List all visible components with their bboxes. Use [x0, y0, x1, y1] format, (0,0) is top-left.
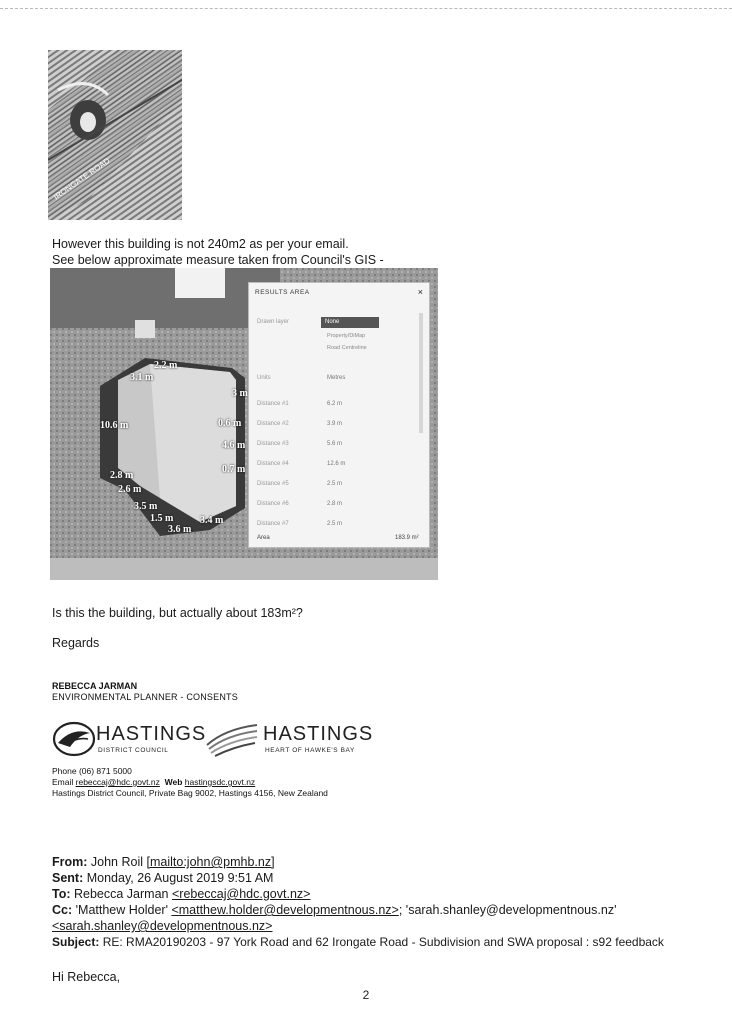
web-label: Web [164, 777, 183, 787]
page-number: 2 [362, 988, 370, 1002]
gis-row-label: Distance #6 [257, 501, 289, 507]
aerial-road-label: IRONGATE ROAD [51, 156, 112, 202]
measure-label: 3.5 m [134, 501, 158, 512]
web-link[interactable]: hastingsdc.govt.nz [184, 777, 256, 787]
sent-line [52, 871, 273, 885]
hdc-logo [52, 717, 207, 763]
hdc-logo-subtitle: DISTRICT COUNCIL [98, 747, 169, 754]
close-icon[interactable]: × [417, 287, 423, 297]
gis-row-value: 12.6 m [327, 461, 346, 467]
to-label: To: [52, 887, 71, 901]
cc-second-recipient: ; 'sarah.shanley@developmentnous.nz' [398, 903, 617, 917]
measure-label: 1.5 m [150, 513, 174, 524]
measure-label: 10.6 m [100, 420, 129, 431]
cc-name: 'Matthew Holder' [75, 903, 168, 917]
measure-label: 0.7 m [222, 464, 246, 475]
sent-label: Sent: [52, 871, 84, 885]
cc-line-continued [52, 919, 272, 933]
contact-address: Hastings District Council, Private Bag 9002, Hastings 4156, New Zealand [52, 788, 328, 798]
hawkes-bay-logo-subtitle: HEART OF HAWKE'S BAY [265, 747, 355, 754]
gis-row-value: 2.5 m [327, 521, 343, 527]
gis-row-label: Distance #1 [257, 401, 289, 407]
gis-row-label: Distance #3 [257, 441, 289, 447]
cc-line [52, 903, 616, 917]
to-email-link[interactable]: <rebeccaj@hdc.govt.nz> [171, 887, 311, 901]
gis-field-label: Drawn layer [257, 319, 290, 325]
gis-row-label: Distance #5 [257, 481, 289, 487]
signature-title: ENVIRONMENTAL PLANNER - CONSENTS [52, 692, 238, 702]
from-label: From: [52, 855, 88, 869]
subject-value: RE: RMA20190203 - 97 York Road and 62 Irongate Road - Subdivision and SWA proposal : s92 feedback [102, 935, 664, 949]
gis-row-label: Distance #4 [257, 461, 289, 467]
to-name: Rebecca Jarman [74, 887, 169, 901]
gis-row-value: 5.6 m [327, 441, 343, 447]
gis-scrollbar[interactable] [419, 313, 423, 433]
gis-panel-title: RESULTS AREA [255, 289, 310, 296]
contact-email-web [52, 777, 255, 787]
gis-results-panel [248, 282, 430, 548]
from-name: John Roil [90, 855, 144, 869]
gis-row-value: 3.9 m [327, 421, 343, 427]
page-top-rule [0, 8, 732, 9]
measure-label: 3.6 m [168, 524, 192, 535]
intro-line-1: However this building is not 240m2 as per your email. [52, 237, 349, 251]
to-line [52, 887, 310, 901]
hdc-logo-wordmark: HASTINGS [96, 723, 207, 745]
from-line [52, 855, 275, 869]
intro-line-2: See below approximate measure taken from Council's GIS - [52, 253, 384, 267]
measure-label: 2.2 m [154, 360, 178, 371]
measure-label: 3.4 m [200, 515, 224, 526]
gis-row-value: 2.8 m [327, 501, 343, 507]
subject-label: Subject: [52, 935, 100, 949]
gis-row-label: Distance #2 [257, 421, 289, 427]
gis-area-value: 183.9 m² [395, 535, 419, 541]
measure-label: 2.6 m [118, 484, 142, 495]
gis-measure-screenshot [50, 268, 438, 580]
gis-layer-option[interactable]: Road Centreline [327, 345, 367, 351]
from-mailto-link[interactable]: [mailto:john@pmhb.nz] [146, 855, 275, 869]
gis-layer-select[interactable]: None [321, 317, 379, 328]
email-label: Email [52, 777, 74, 787]
hawkes-bay-logo-wordmark: HASTINGS [263, 723, 374, 745]
gis-units-select[interactable]: Metres [327, 375, 346, 381]
measure-label: 3.1 m [130, 372, 154, 383]
hawkes-bay-logo [205, 717, 375, 763]
question-line: Is this the building, but actually about 183m²? [52, 606, 303, 620]
measure-label: 0.6 m [218, 418, 242, 429]
greeting-line: Hi Rebecca, [52, 970, 121, 984]
signature-name: REBECCA JARMAN [52, 681, 138, 691]
hdc-emblem-icon [52, 719, 98, 759]
gis-units-label: Units [257, 375, 271, 381]
subject-line [52, 935, 664, 949]
email-link[interactable]: rebeccaj@hdc.govt.nz [75, 777, 160, 787]
cc-label: Cc: [52, 903, 73, 917]
gis-row-label: Distance #7 [257, 521, 289, 527]
gis-row-value: 2.5 m [327, 481, 343, 487]
cc-email-link[interactable]: <matthew.holder@developmentnous.nz> [171, 903, 399, 917]
measure-label: 4.6 m [222, 440, 246, 451]
contact-phone: Phone (06) 871 5000 [52, 766, 132, 776]
sent-value: Monday, 26 August 2019 9:51 AM [86, 871, 274, 885]
measure-label: 3 m [232, 388, 248, 399]
gis-row-value: 6.2 m [327, 401, 343, 407]
gis-layer-option[interactable]: Property/DiMap [327, 333, 366, 339]
aerial-photo [48, 50, 182, 220]
cc-email-link-2[interactable]: <sarah.shanley@developmentnous.nz> [52, 919, 273, 933]
hawkes-bay-emblem-icon [205, 719, 261, 759]
gis-area-label: Area [257, 535, 270, 541]
measure-label: 2.8 m [110, 470, 134, 481]
regards-line: Regards [52, 636, 100, 650]
